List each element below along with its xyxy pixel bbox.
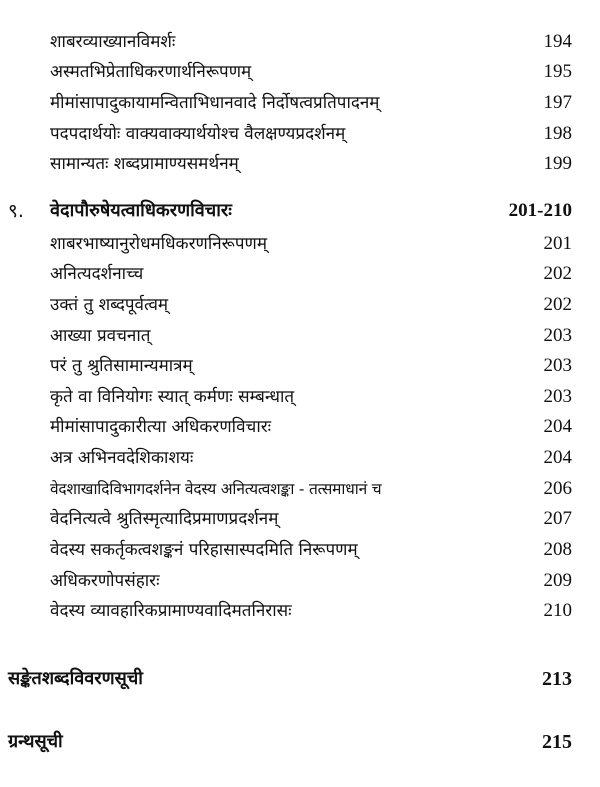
toc-entry	[0, 474, 600, 504]
entry-title: अधिकरणोपसंहारः	[50, 571, 160, 591]
toc-entry	[0, 119, 600, 149]
toc-entry	[0, 535, 600, 565]
toc-entry	[0, 504, 600, 534]
entry-title: आख्या प्रवचनात्	[50, 326, 151, 346]
entry-page: 198	[543, 123, 572, 144]
chapter-title: वेदापौरुषेयत्वाधिकरणविचारः	[50, 200, 232, 221]
entry-title: वेदस्य व्यावहारिकप्रामाण्यवादिमतनिरासः	[50, 601, 292, 621]
entry-title: उक्तं तु शब्दपूर्वत्वम्	[50, 295, 169, 315]
entry-page: 204	[543, 447, 572, 468]
toc-entry	[0, 57, 600, 87]
chapter-heading	[0, 196, 600, 226]
entry-title: कृते वा विनियोगः स्यात् कर्मणः सम्बन्धात्	[50, 387, 295, 407]
entry-page: 194	[543, 31, 572, 52]
toc-entry	[0, 412, 600, 442]
entry-title: मीमांसापादुकारीत्या अधिकरणविचारः	[50, 417, 272, 437]
entry-page: 201	[543, 233, 572, 254]
entry-page: 199	[543, 153, 572, 174]
entry-title: अस्मतभिप्रेताधिकरणार्थनिरूपणम्	[50, 62, 252, 82]
entry-title: शाबरव्याख्यानविमर्शः	[50, 32, 176, 52]
entry-page: 210	[543, 600, 572, 621]
entry-page: 215	[542, 731, 572, 753]
toc-entry	[0, 566, 600, 596]
entry-page: 204	[543, 416, 572, 437]
toc-entry	[0, 382, 600, 412]
toc-entry	[0, 290, 600, 320]
toc-entry	[0, 259, 600, 289]
entry-page: 202	[543, 294, 572, 315]
entry-title: मीमांसापादुकायामन्विताभिधानवादे निर्दोषत्वप्रतिपादनम्	[50, 93, 380, 113]
entry-title: सङ्केतशब्दविवरणसूची	[8, 668, 143, 689]
toc-entry	[0, 149, 600, 179]
entry-title: वेदस्य सकर्तृकत्वशङ्कनं परिहासास्पदमिति निरूपणम्	[50, 540, 358, 560]
entry-page: 208	[543, 539, 572, 560]
entry-title: अनित्यदर्शनाच्च	[50, 264, 144, 284]
entry-page: 203	[543, 325, 572, 346]
entry-title: पदपदार्थयोः वाक्यवाक्यार्थयोश्च वैलक्षण्यप्रदर्शनम्	[50, 124, 346, 144]
entry-title: अत्र अभिनवदेशिकाशयः	[50, 448, 194, 468]
chapter-pages: 201-210	[508, 200, 572, 221]
entry-title: शाबरभाष्यानुरोधमधिकरणनिरूपणम्	[50, 234, 268, 254]
toc-entry	[0, 321, 600, 351]
toc-entry	[0, 27, 600, 57]
toc-back-matter-entry	[0, 727, 600, 757]
toc-entry	[0, 229, 600, 259]
entry-page: 197	[543, 92, 572, 113]
entry-title: वेदशाखादिविभागदर्शनेन वेदस्य अनित्यत्वशङ्का - तत्समाधानं च	[50, 480, 382, 498]
entry-title: ग्रन्थसूची	[8, 731, 63, 752]
entry-page: 203	[543, 355, 572, 376]
toc-back-matter-entry	[0, 664, 600, 694]
entry-title: वेदनित्यत्वे श्रुतिस्मृत्यादिप्रमाणप्रदर्शनम्	[50, 509, 279, 529]
toc-entry	[0, 351, 600, 381]
entry-page: 195	[543, 61, 572, 82]
entry-page: 213	[542, 668, 572, 690]
entry-page: 203	[543, 386, 572, 407]
chapter-number: ९.	[8, 200, 24, 222]
entry-page: 209	[543, 570, 572, 591]
toc-entry	[0, 88, 600, 118]
toc-entry	[0, 596, 600, 626]
entry-page: 202	[543, 263, 572, 284]
entry-title: परं तु श्रुतिसामान्यमात्रम्	[50, 356, 193, 376]
entry-page: 207	[543, 508, 572, 529]
toc-entry	[0, 443, 600, 473]
entry-title: सामान्यतः शब्दप्रामाण्यसमर्थनम्	[50, 154, 239, 174]
entry-page: 206	[543, 478, 572, 499]
